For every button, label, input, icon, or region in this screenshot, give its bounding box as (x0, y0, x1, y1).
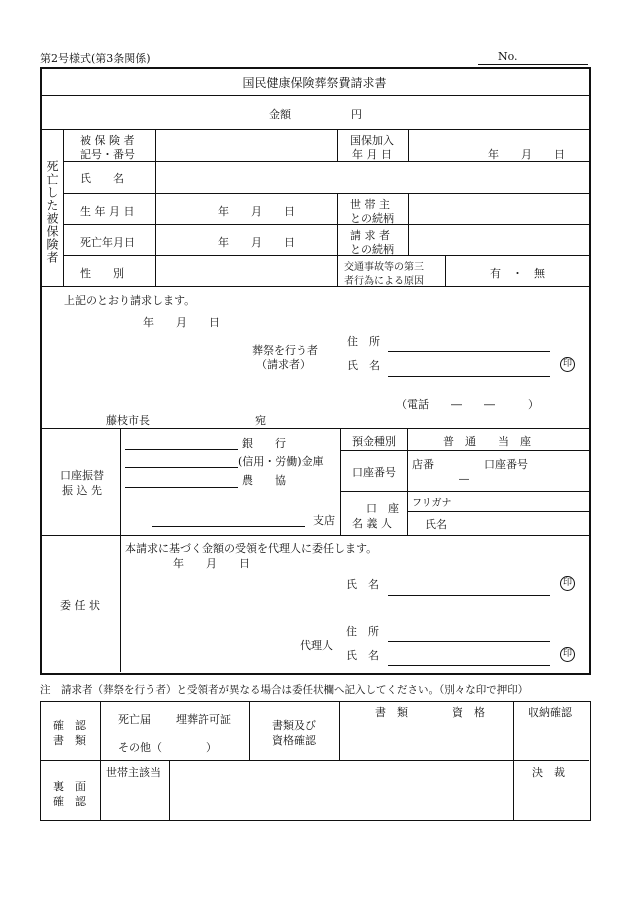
docs-qualification-label-2: 資格確認 (272, 734, 316, 747)
receipt-confirm-header: 収納確認 (528, 706, 572, 719)
sex-label: 性 別 (80, 267, 124, 280)
claimant-address-label: 住 所 (347, 335, 380, 348)
bank-section-label-2: 振 込 先 (62, 484, 102, 497)
holder-name-label: 氏名 (425, 518, 447, 531)
decision-label: 決 裁 (532, 766, 565, 779)
burial-permit-check[interactable]: 埋葬許可証 (176, 713, 231, 726)
other-docs-check[interactable]: その他（ ） (118, 741, 217, 754)
head-applicable-label: 世帯主該当 (106, 766, 161, 779)
amount-label: 金額 (269, 108, 291, 121)
accident-label-1: 交通事故等の第三 (344, 262, 424, 273)
proxy-date[interactable]: 年 月 日 (173, 557, 250, 570)
claimant-address-line[interactable] (388, 351, 550, 352)
head-relation-label-1: 世 帯 主 (350, 198, 390, 211)
head-relation-label-2: との続柄 (350, 212, 394, 225)
agent-address-label: 住 所 (346, 625, 379, 638)
branch-label: 支店 (313, 514, 335, 527)
principal-seal[interactable]: 印 (560, 576, 575, 591)
bank-name-line[interactable] (125, 449, 238, 450)
docs-column-header: 書 類 (375, 706, 408, 719)
claimant-name-label: 氏 名 (347, 359, 380, 372)
insured-number-label-1: 被 保 険 者 (80, 134, 135, 147)
form-title: 国民健康保険葬祭費請求書 (242, 76, 387, 90)
agent-label: 代理人 (300, 639, 333, 652)
phone-number[interactable]: （電話 ― ― ） (396, 398, 539, 411)
claimant-name-line[interactable] (388, 376, 550, 377)
mayor-label: 藤枝市長 (106, 414, 150, 427)
agri-coop-type: 農 協 (242, 474, 286, 487)
accident-label-2: 者行為による原因 (344, 276, 424, 287)
principal-name-label: 氏 名 (346, 578, 379, 591)
death-date-value[interactable]: 年 月 日 (218, 236, 295, 249)
name-label: 氏 名 (80, 172, 124, 185)
addressee: 宛 (255, 414, 266, 427)
claimant-label: （請求者） (256, 358, 311, 371)
amount-unit[interactable]: 円 (351, 108, 362, 121)
accident-yes-no[interactable]: 有 ・ 無 (490, 267, 545, 280)
claimant-seal[interactable]: 印 (560, 357, 575, 372)
agent-name-label: 氏 名 (346, 649, 379, 662)
proxy-statement: 本請求に基づく金額の受領を代理人に委任します。 (125, 542, 378, 555)
deposit-type-options[interactable]: 普 通 当 座 (443, 435, 531, 448)
claim-date[interactable]: 年 月 日 (143, 316, 220, 329)
deceased-section-label: 死亡した被保険者 (45, 160, 59, 264)
account-number-dash: ― (459, 474, 469, 485)
death-date-label: 死亡年月日 (80, 236, 135, 249)
form-number: 第2号様式(第3条関係) (40, 52, 151, 65)
qualification-column-header: 資 格 (452, 706, 485, 719)
claim-statement: 上記のとおり請求します。 (64, 294, 196, 307)
organizer-label: 葬祭を行う者 (252, 344, 318, 357)
agent-name-line[interactable] (388, 665, 550, 666)
join-date-label-2: 年 月 日 (352, 148, 392, 161)
join-date-value[interactable]: 年 月 日 (488, 148, 565, 161)
credit-name-line[interactable] (125, 467, 238, 468)
credit-union-type: (信用・労働)金庫 (238, 455, 324, 468)
agent-address-line[interactable] (388, 641, 550, 642)
birth-date-label: 生 年 月 日 (80, 205, 135, 218)
note: 注 請求者（葬祭を行う者）と受領者が異なる場合は委任状欄へ記入してください。（別々な印で押印） (40, 684, 529, 696)
holder-furigana-label: フリガナ (412, 498, 452, 509)
confirm-docs-label-2: 書 類 (53, 734, 86, 747)
principal-name-line[interactable] (388, 595, 550, 596)
account-number-field[interactable]: 口座番号 (484, 458, 528, 471)
bank-type: 銀 行 (242, 437, 286, 450)
claimant-relation-label-2: との続柄 (350, 243, 394, 256)
proxy-section-label: 委 任 状 (60, 599, 100, 612)
agri-name-line[interactable] (125, 487, 238, 488)
claimant-relation-label-1: 請 求 者 (350, 229, 390, 242)
holder-label-1: 口 座 (366, 502, 399, 515)
death-notice-check[interactable]: 死亡届 (118, 713, 151, 726)
document-number-line[interactable] (478, 64, 588, 65)
bank-section-label-1: 口座振替 (60, 469, 104, 482)
join-date-label-1: 国保加入 (350, 134, 394, 147)
account-number-label: 口座番号 (352, 466, 396, 479)
insured-number-label-2: 記号・番号 (80, 148, 135, 161)
confirm-docs-label-1: 確 認 (53, 719, 86, 732)
holder-label-2: 名 義 人 (352, 517, 392, 530)
store-number-label: 店番 (412, 458, 434, 471)
birth-date-value[interactable]: 年 月 日 (218, 205, 295, 218)
docs-qualification-label-1: 書類及び (272, 719, 316, 732)
back-confirm-label-1: 裏 面 (53, 780, 86, 793)
agent-seal[interactable]: 印 (560, 647, 575, 662)
deposit-type-label: 預金種別 (352, 435, 396, 448)
document-number-label: No. (498, 50, 518, 63)
branch-name-line[interactable] (152, 526, 305, 527)
back-confirm-label-2: 確 認 (53, 795, 86, 808)
